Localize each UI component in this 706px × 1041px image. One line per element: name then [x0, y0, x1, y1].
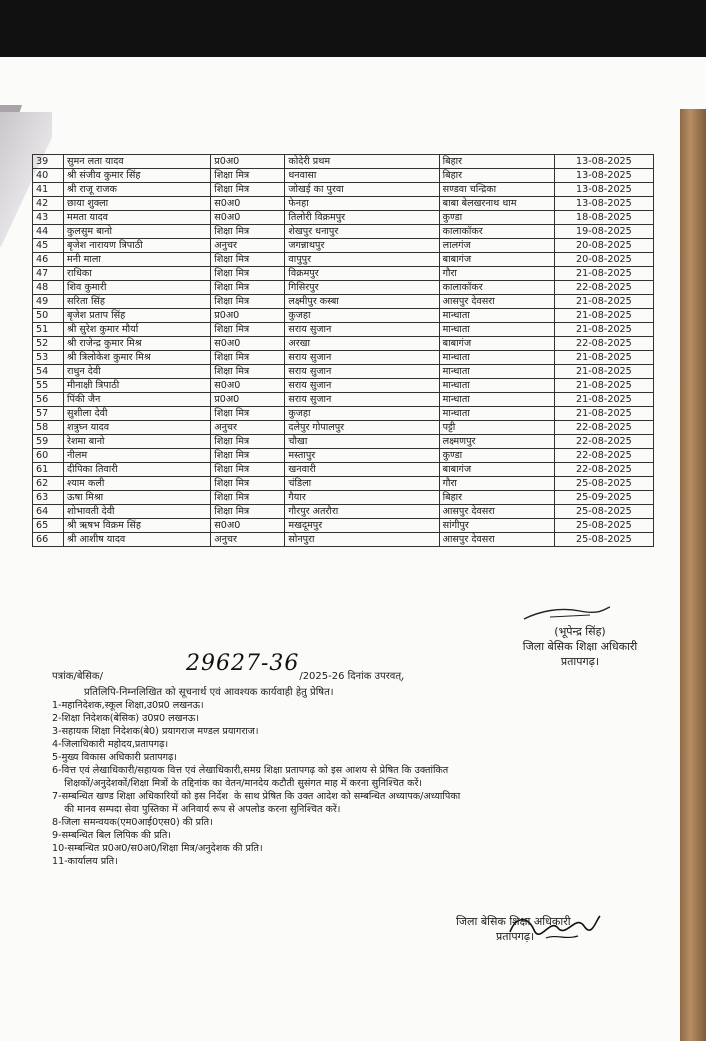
table-row — [33, 281, 654, 295]
school-name: जगन्नाथपुर — [285, 239, 439, 253]
staff-name: श्री राजू राजक — [64, 183, 211, 197]
table-row — [33, 435, 654, 449]
cc-item: 2-शिक्षा निदेशक(बेसिक) उ0प्र0 लखनऊ। — [52, 713, 199, 724]
cc-item: 3-सहायक शिक्षा निदेशक(बे0) प्रयागराज मण्डल प्रयागराज। — [52, 726, 259, 737]
block-name: गौरा — [439, 477, 554, 491]
block-name: कुण्डा — [439, 449, 554, 463]
staff-name: शिव कुमारी — [64, 281, 211, 295]
staff-name: श्री सुरेश कुमार मौर्या — [64, 323, 211, 337]
serial-number: 57 — [33, 407, 64, 421]
table-row — [33, 379, 654, 393]
school-name: शेखपुर धनापुर — [285, 225, 439, 239]
designation: प्र0अ0 — [211, 309, 285, 323]
designation: शिक्षा मित्र — [211, 449, 285, 463]
staff-name: श्री राजेन्द्र कुमार मिश्र — [64, 337, 211, 351]
school-name: खनवारी — [285, 463, 439, 477]
serial-number: 54 — [33, 365, 64, 379]
reference-number: 29627-36 — [186, 651, 300, 676]
designation: शिक्षा मित्र — [211, 463, 285, 477]
table-row — [33, 407, 654, 421]
reference-line — [52, 668, 612, 682]
staff-name: बृजेश नारायण त्रिपाठी — [64, 239, 211, 253]
designation: स0अ0 — [211, 197, 285, 211]
serial-number: 50 — [33, 309, 64, 323]
designation: शिक्षा मित्र — [211, 267, 285, 281]
cc-item: 5-मुख्य विकास अधिकारी प्रतापगढ़। — [52, 752, 178, 763]
reference-prefix: पत्रांक/बेसिक/ — [52, 671, 103, 682]
top-bar — [0, 0, 706, 57]
school-name: दलेपुर गोपालपुर — [285, 421, 439, 435]
staff-name: सरिता सिंह — [64, 295, 211, 309]
serial-number: 40 — [33, 169, 64, 183]
school-name: तिलोरी विक्रमपुर — [285, 211, 439, 225]
table-row — [33, 365, 654, 379]
block-name: बाबा बेलखरनाथ धाम — [439, 197, 554, 211]
block-name: लक्ष्मणपुर — [439, 435, 554, 449]
staff-name: शत्रुघ्न यादव — [64, 421, 211, 435]
block-name: आसपुर देवसरा — [439, 295, 554, 309]
serial-number: 60 — [33, 449, 64, 463]
designation: स0अ0 — [211, 337, 285, 351]
cc-item: शिक्षकों/अनुदेशकों/शिक्षा मित्रों के तद्दिनांक का वेतन/मानदेय कटौती सुसंगत माह में करना सुनिश्चित करें। — [52, 778, 423, 789]
date: 20-08-2025 — [554, 253, 653, 267]
table-row — [33, 477, 654, 491]
designation: शिक्षा मित्र — [211, 183, 285, 197]
school-name: चंडिला — [285, 477, 439, 491]
date: 21-08-2025 — [554, 267, 653, 281]
block-name: सांगीपुर — [439, 519, 554, 533]
staff-name: मीनाक्षी त्रिपाठी — [64, 379, 211, 393]
date: 13-08-2025 — [554, 169, 653, 183]
table-row — [33, 463, 654, 477]
school-name: सराय सुजान — [285, 393, 439, 407]
staff-name: रेशमा बानो — [64, 435, 211, 449]
serial-number: 56 — [33, 393, 64, 407]
school-name: फेनहा — [285, 197, 439, 211]
designation: शिक्षा मित्र — [211, 323, 285, 337]
date: 21-08-2025 — [554, 323, 653, 337]
date: 13-08-2025 — [554, 183, 653, 197]
school-name: जोखई का पुरवा — [285, 183, 439, 197]
cc-item: 8-जिला समन्वयक(एम0आई0एस0) की प्रति। — [52, 817, 213, 828]
serial-number: 62 — [33, 477, 64, 491]
serial-number: 47 — [33, 267, 64, 281]
table-row — [33, 225, 654, 239]
table-row — [33, 197, 654, 211]
serial-number: 43 — [33, 211, 64, 225]
designation: शिक्षा मित्र — [211, 491, 285, 505]
staff-name: सुशीला देवी — [64, 407, 211, 421]
date: 21-08-2025 — [554, 393, 653, 407]
block-name: मान्धाता — [439, 309, 554, 323]
staff-name: मनी माला — [64, 253, 211, 267]
date: 21-08-2025 — [554, 365, 653, 379]
document-page — [0, 57, 706, 1041]
serial-number: 41 — [33, 183, 64, 197]
block-name: पट्टी — [439, 421, 554, 435]
date: 13-08-2025 — [554, 155, 653, 169]
staff-name: बृजेश प्रताप सिंह — [64, 309, 211, 323]
block-name: सण्डवा चन्द्रिका — [439, 183, 554, 197]
table-row — [33, 351, 654, 365]
table-row — [33, 155, 654, 169]
bottom-sign-place: प्रतापगढ़। — [496, 930, 535, 943]
table-row — [33, 491, 654, 505]
cc-list — [52, 699, 662, 868]
staff-name: श्री त्रिलोकेश कुमार मिश्र — [64, 351, 211, 365]
school-name: सराय सुजान — [285, 351, 439, 365]
table-row — [33, 533, 654, 547]
block-name: कालाकॉकर — [439, 225, 554, 239]
cc-item: 4-जिलाधिकारी महोदय,प्रतापगढ़। — [52, 739, 169, 750]
table-row — [33, 183, 654, 197]
cc-item: 10-सम्बन्धित प्र0अ0/स0अ0/शिक्षा मित्र/अनुदेशक की प्रति। — [52, 843, 263, 854]
designation: स0अ0 — [211, 519, 285, 533]
school-name: अरखा — [285, 337, 439, 351]
block-name: बाबागंज — [439, 463, 554, 477]
copy-intro: प्रतिलिपि-निम्नलिखित को सूचनार्थ एवं आवश्यक कार्यवाही हेतु प्रेषित। — [84, 687, 334, 698]
school-name: धनवासा — [285, 169, 439, 183]
date: 25-08-2025 — [554, 505, 653, 519]
bottom-sign-block — [456, 914, 636, 944]
date: 22-08-2025 — [554, 281, 653, 295]
serial-number: 64 — [33, 505, 64, 519]
cc-item: की मानव सम्पदा सेवा पुस्तिका में अनिवार्य रूप से अपलोड करना सुनिश्चित करें। — [52, 804, 341, 815]
block-name: कुण्डा — [439, 211, 554, 225]
school-name: कुजहा — [285, 309, 439, 323]
date: 19-08-2025 — [554, 225, 653, 239]
serial-number: 46 — [33, 253, 64, 267]
staff-name: पिंकी जैन — [64, 393, 211, 407]
serial-number: 45 — [33, 239, 64, 253]
staff-name: श्याम कली — [64, 477, 211, 491]
block-name: मान्धाता — [439, 379, 554, 393]
staff-name: श्री संजीव कुमार सिंह — [64, 169, 211, 183]
date: 25-08-2025 — [554, 519, 653, 533]
serial-number: 65 — [33, 519, 64, 533]
table-row — [33, 449, 654, 463]
block-name: आसपुर देवसरा — [439, 505, 554, 519]
staff-name: राधुन देवी — [64, 365, 211, 379]
officer-place: प्रतापगढ़। — [560, 655, 600, 668]
staff-name: ऊषा मिश्रा — [64, 491, 211, 505]
cc-item: 6-वित्त एवं लेखाधिकारी/सहायक वित्त एवं लेखाधिकारी,समग्र शिक्षा प्रतापगढ़ को इस आशय से प्रेषित कि उक्तांकित — [52, 765, 449, 776]
school-name: सोनपुरा — [285, 533, 439, 547]
designation: शिक्षा मित्र — [211, 351, 285, 365]
date: 25-09-2025 — [554, 491, 653, 505]
date: 22-08-2025 — [554, 435, 653, 449]
table-surface — [680, 109, 706, 1041]
designation: शिक्षा मित्र — [211, 435, 285, 449]
table-row — [33, 211, 654, 225]
table-row — [33, 295, 654, 309]
designation: शिक्षा मित्र — [211, 169, 285, 183]
officer-signature — [520, 605, 612, 623]
date: 25-08-2025 — [554, 477, 653, 491]
serial-number: 51 — [33, 323, 64, 337]
block-name: मान्धाता — [439, 407, 554, 421]
block-name: मान्धाता — [439, 323, 554, 337]
school-name: सराय सुजान — [285, 365, 439, 379]
school-name: कुजहा — [285, 407, 439, 421]
block-name: बिहार — [439, 491, 554, 505]
staff-name: शोभावती देवी — [64, 505, 211, 519]
date: 21-08-2025 — [554, 351, 653, 365]
serial-number: 42 — [33, 197, 64, 211]
date: 22-08-2025 — [554, 421, 653, 435]
date: 13-08-2025 — [554, 197, 653, 211]
designation: स0अ0 — [211, 211, 285, 225]
staff-name: सुमन लता यादव — [64, 155, 211, 169]
block-name: मान्धाता — [439, 351, 554, 365]
block-name: मान्धाता — [439, 393, 554, 407]
date: 18-08-2025 — [554, 211, 653, 225]
table-row — [33, 519, 654, 533]
block-name: बिहार — [439, 169, 554, 183]
date: 21-08-2025 — [554, 309, 653, 323]
cc-item: 9-सम्बन्धित बिल लिपिक की प्रति। — [52, 830, 172, 841]
designation: स0अ0 — [211, 379, 285, 393]
table-row — [33, 505, 654, 519]
block-name: गौरा — [439, 267, 554, 281]
serial-number: 61 — [33, 463, 64, 477]
date: 21-08-2025 — [554, 379, 653, 393]
date: 21-08-2025 — [554, 295, 653, 309]
cc-item: 11-कार्यालय प्रति। — [52, 856, 118, 867]
date: 21-08-2025 — [554, 407, 653, 421]
designation: शिक्षा मित्र — [211, 253, 285, 267]
school-name: सराय सुजान — [285, 323, 439, 337]
serial-number: 58 — [33, 421, 64, 435]
designation: अनुचर — [211, 421, 285, 435]
table-row — [33, 267, 654, 281]
designation: शिक्षा मित्र — [211, 407, 285, 421]
block-name: बाबागंज — [439, 337, 554, 351]
designation: शिक्षा मित्र — [211, 281, 285, 295]
school-name: मखदूमपुर — [285, 519, 439, 533]
officer-block — [500, 624, 660, 669]
designation: शिक्षा मित्र — [211, 295, 285, 309]
table-row — [33, 393, 654, 407]
designation: अनुचर — [211, 533, 285, 547]
block-name: कालाकॉकर — [439, 281, 554, 295]
designation: शिक्षा मित्र — [211, 477, 285, 491]
staff-name: नीलम — [64, 449, 211, 463]
school-name: लक्ष्मीपुर कस्बा — [285, 295, 439, 309]
cc-item: 7-सम्बन्धित खण्ड शिक्षा अधिकारियों को इस निर्देश के साथ प्रेषित कि उक्त आदेश को सम्बन्धित अध्यापक/अध्यापिका — [52, 791, 461, 802]
staff-name: छाया शुक्ला — [64, 197, 211, 211]
serial-number: 55 — [33, 379, 64, 393]
block-name: मान्धाता — [439, 365, 554, 379]
staff-name: ममता यादव — [64, 211, 211, 225]
table-row — [33, 309, 654, 323]
school-name: गैयार — [285, 491, 439, 505]
table-row — [33, 253, 654, 267]
serial-number: 59 — [33, 435, 64, 449]
serial-number: 53 — [33, 351, 64, 365]
school-name: गिसिरपुर — [285, 281, 439, 295]
serial-number: 63 — [33, 491, 64, 505]
school-name: वापुपुर — [285, 253, 439, 267]
bottom-sign-title: जिला बेसिक शिक्षा अधिकारी — [456, 915, 571, 928]
table-row — [33, 421, 654, 435]
table-row — [33, 239, 654, 253]
serial-number: 39 — [33, 155, 64, 169]
designation: प्र0अ0 — [211, 155, 285, 169]
school-name: कोदेरी प्रथम — [285, 155, 439, 169]
block-name: बिहार — [439, 155, 554, 169]
date: 22-08-2025 — [554, 449, 653, 463]
staff-name: राधिका — [64, 267, 211, 281]
serial-number: 48 — [33, 281, 64, 295]
school-name: चौखा — [285, 435, 439, 449]
date: 25-08-2025 — [554, 533, 653, 547]
serial-number: 49 — [33, 295, 64, 309]
table-row — [33, 337, 654, 351]
reference-suffix: /2025-26 दिनांक उपरवत्, — [299, 671, 405, 682]
designation: अनुचर — [211, 239, 285, 253]
staff-name: श्री ऋषभ विक्रम सिंह — [64, 519, 211, 533]
officer-title: जिला बेसिक शिक्षा अधिकारी — [522, 640, 638, 653]
serial-number: 52 — [33, 337, 64, 351]
officer-name: (भूपेन्द्र सिंह) — [554, 625, 606, 638]
block-name: आसपुर देवसरा — [439, 533, 554, 547]
staff-name: दीपिका तिवारी — [64, 463, 211, 477]
block-name: बाबागंज — [439, 253, 554, 267]
school-name: सराय सुजान — [285, 379, 439, 393]
designation: शिक्षा मित्र — [211, 365, 285, 379]
staff-name: श्री आशीष यादव — [64, 533, 211, 547]
serial-number: 66 — [33, 533, 64, 547]
date: 22-08-2025 — [554, 463, 653, 477]
table-row — [33, 169, 654, 183]
school-name: गौरपुर अतरौरा — [285, 505, 439, 519]
date: 22-08-2025 — [554, 337, 653, 351]
date: 20-08-2025 — [554, 239, 653, 253]
school-name: विक्रमपुर — [285, 267, 439, 281]
staff-name: कुलसुम बानो — [64, 225, 211, 239]
cc-item: 1-महानिदेशक,स्कूल शिक्षा,उ0प्र0 लखनऊ। — [52, 700, 204, 711]
designation: शिक्षा मित्र — [211, 225, 285, 239]
school-name: मस्तापुर — [285, 449, 439, 463]
designation: शिक्षा मित्र — [211, 505, 285, 519]
table-row — [33, 323, 654, 337]
designation: प्र0अ0 — [211, 393, 285, 407]
staff-table — [32, 154, 654, 547]
block-name: लालगंज — [439, 239, 554, 253]
serial-number: 44 — [33, 225, 64, 239]
